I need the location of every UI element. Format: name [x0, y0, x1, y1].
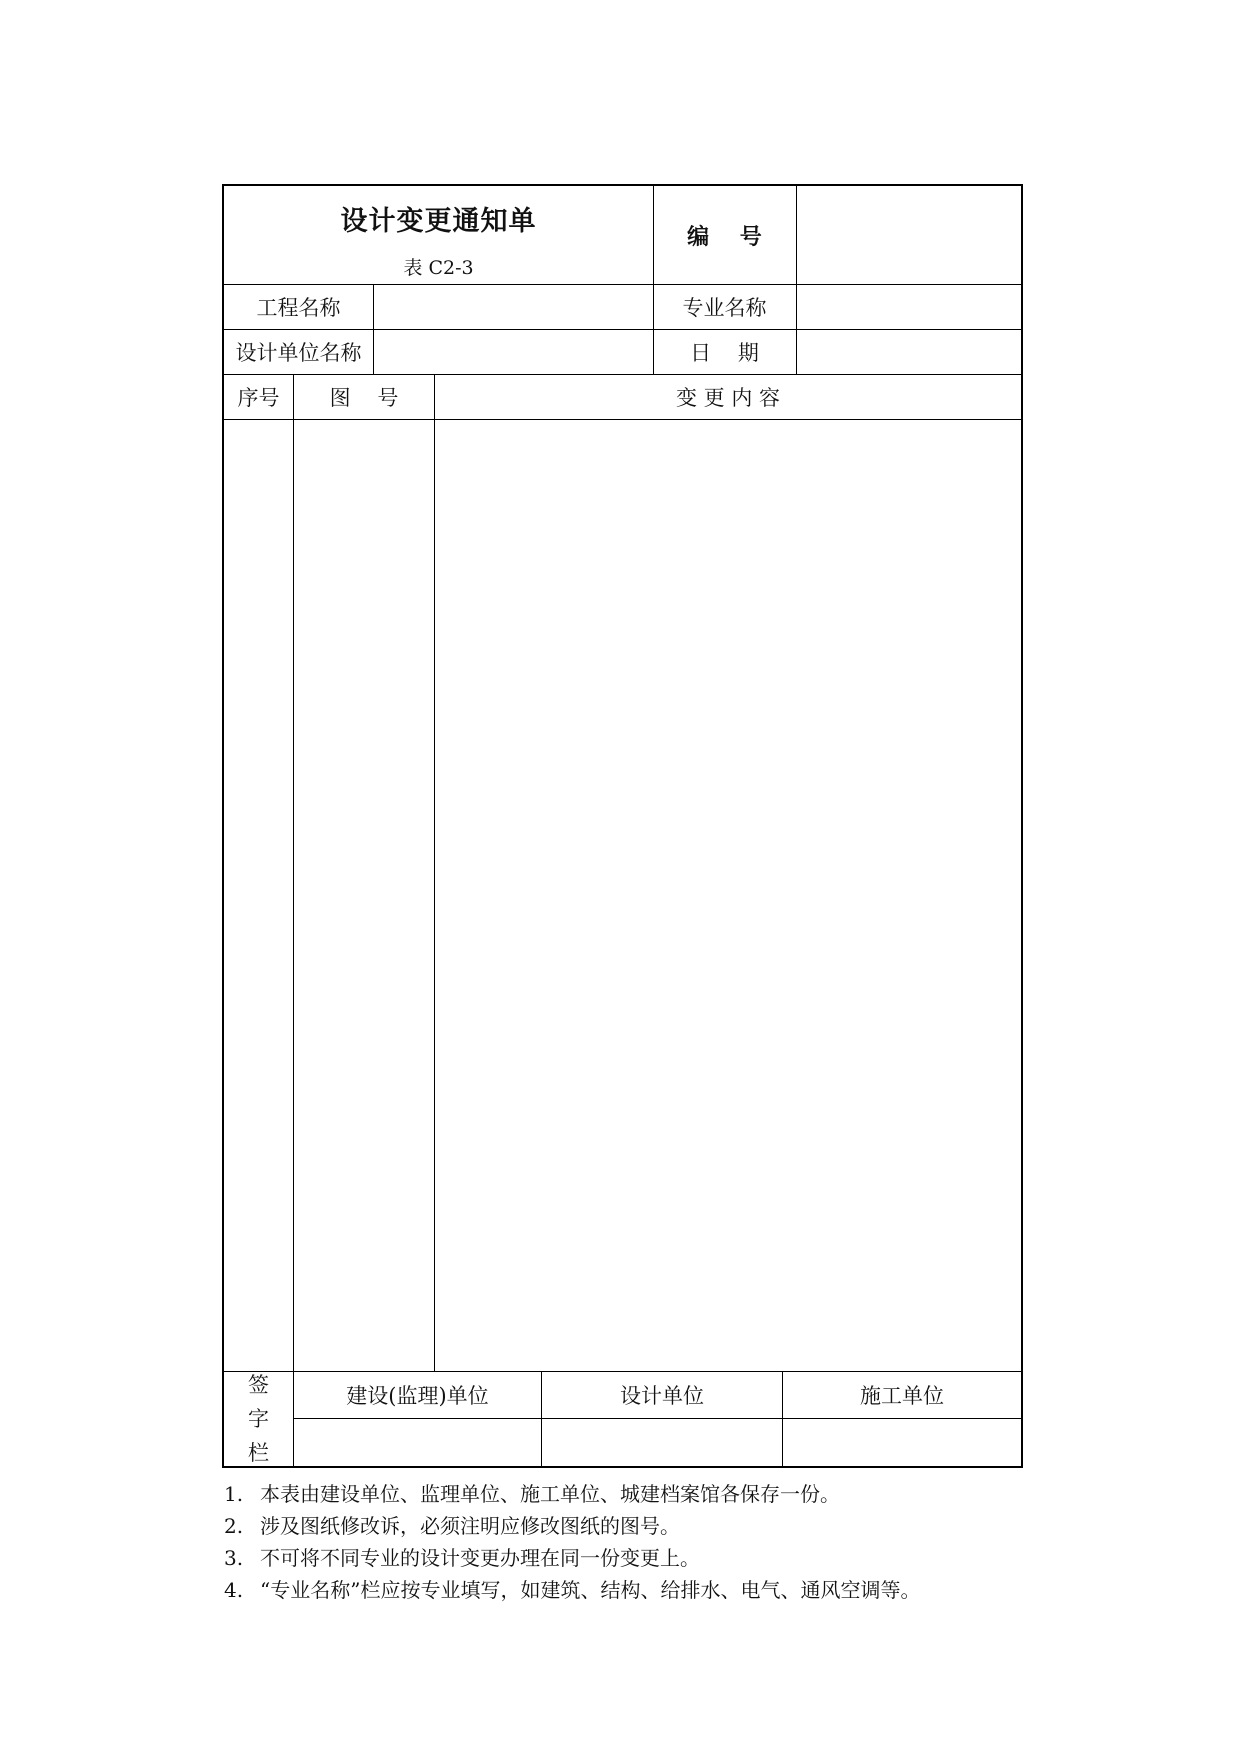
designer-signature-field[interactable] — [542, 1419, 782, 1466]
serial-number-field[interactable] — [797, 186, 1021, 284]
serial-number-label: 编 号 — [687, 224, 762, 250]
note-item — [224, 1478, 1024, 1510]
note-text: 本表由建设单位、监理单位、施工单位、城建档案馆各保存一份。 — [260, 1482, 840, 1506]
note-number: 1. — [224, 1482, 244, 1506]
specialty-name-field[interactable] — [797, 284, 1021, 329]
drawing-no-column-header: 图 号 — [329, 385, 399, 410]
notes-list — [224, 1478, 1024, 1606]
signature-label-char: 字 — [248, 1407, 269, 1431]
signature-section-label — [224, 1372, 293, 1466]
note-number: 4. — [224, 1578, 244, 1602]
owner-signature-field[interactable] — [294, 1419, 541, 1466]
contractor-signature-field[interactable] — [783, 1419, 1021, 1466]
seq-field[interactable] — [224, 420, 293, 1371]
drawing-no-field[interactable] — [294, 420, 434, 1371]
note-number: 2. — [224, 1514, 244, 1538]
change-content-column-header: 变 更 内 容 — [675, 385, 781, 410]
seq-column-header: 序号 — [237, 385, 280, 410]
change-content-field[interactable] — [435, 420, 1021, 1371]
form-title: 设计变更通知单 — [340, 205, 537, 237]
designer-signature-header: 设计单位 — [620, 1384, 704, 1408]
table-number: 表 C2-3 — [403, 256, 474, 279]
signature-label-char: 栏 — [248, 1441, 269, 1465]
note-item — [224, 1510, 1024, 1542]
specialty-name-label: 专业名称 — [682, 295, 767, 320]
design-unit-field[interactable] — [374, 329, 653, 374]
note-text: “专业名称”栏应按专业填写，如建筑、结构、给排水、电气、通风空调等。 — [260, 1578, 921, 1602]
project-name-field[interactable] — [374, 284, 653, 329]
note-number: 3. — [224, 1546, 244, 1570]
note-text: 涉及图纸修改诉，必须注明应修改图纸的图号。 — [260, 1514, 680, 1538]
date-field[interactable] — [797, 329, 1021, 374]
note-item — [224, 1542, 1024, 1574]
date-label: 日 期 — [690, 340, 759, 365]
note-text: 不可将不同专业的设计变更办理在同一份变更上。 — [260, 1546, 700, 1570]
project-name-label: 工程名称 — [256, 295, 341, 320]
design-change-notice-form — [222, 184, 1023, 1468]
signature-label-char: 签 — [248, 1373, 269, 1397]
contractor-signature-header: 施工单位 — [860, 1384, 944, 1408]
design-unit-label: 设计单位名称 — [235, 340, 362, 365]
owner-signature-header: 建设(监理)单位 — [346, 1384, 489, 1408]
note-item — [224, 1574, 1024, 1606]
